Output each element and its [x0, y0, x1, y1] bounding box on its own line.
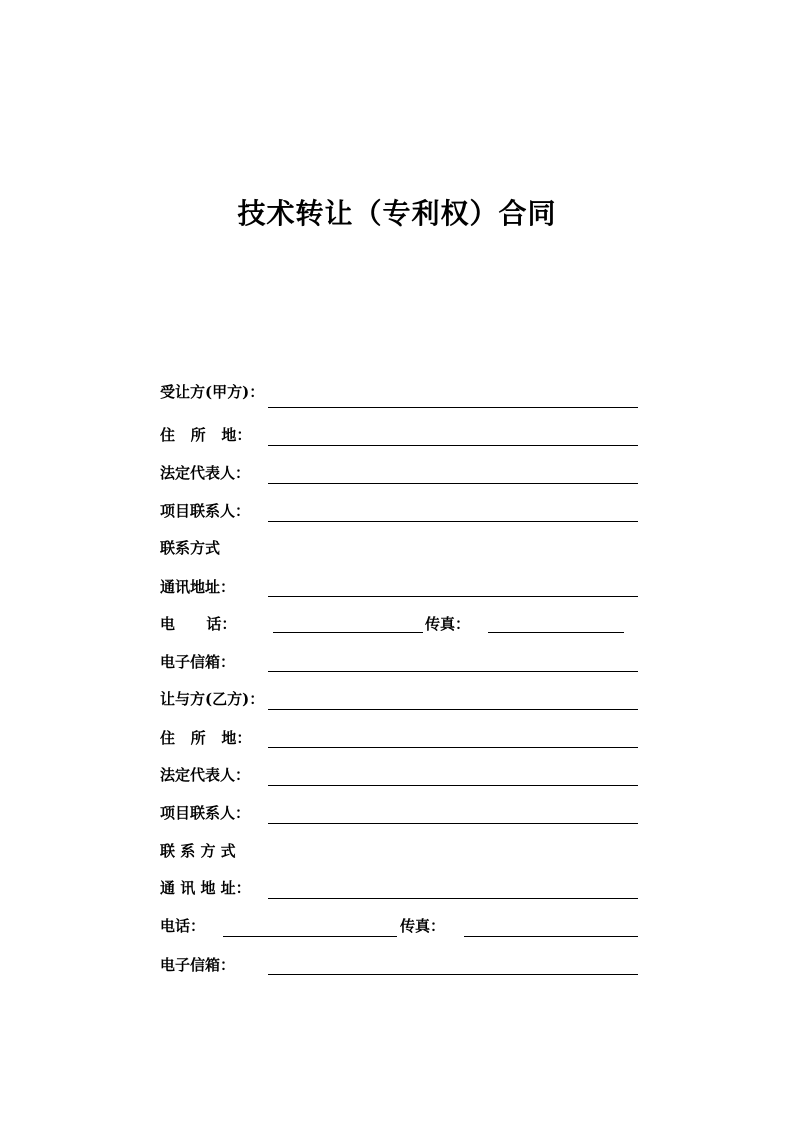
- party-a-name-row: [160, 382, 640, 402]
- party-a-contact-person-field[interactable]: [268, 521, 638, 522]
- party-a-name-label: 受让方(甲方)：: [160, 383, 265, 401]
- party-a-legal-rep-row: [160, 463, 640, 483]
- party-b-legal-rep-label: 法定代表人：: [160, 766, 251, 784]
- party-a-legal-rep-label: 法定代表人：: [160, 464, 251, 482]
- party-a-mail-address-field[interactable]: [268, 596, 638, 597]
- party-a-contact-method-row: [160, 538, 640, 558]
- party-b-contact-person-row: [160, 803, 640, 823]
- party-b-address-field[interactable]: [268, 747, 638, 748]
- party-a-contact-person-label: 项目联系人：: [160, 502, 251, 520]
- party-b-name-label: 让与方(乙方)：: [160, 690, 265, 708]
- party-b-name-row: [160, 689, 640, 709]
- party-a-contact-method-label: 联系方式: [160, 539, 221, 557]
- party-a-mail-address-label: 通讯地址：: [160, 578, 236, 596]
- party-a-email-row: [160, 652, 640, 672]
- party-b-mail-address-label: 通 讯 地 址：: [160, 879, 251, 897]
- party-a-email-field[interactable]: [268, 671, 638, 672]
- party-a-phone-row: [160, 614, 640, 634]
- party-a-phone-field[interactable]: [273, 632, 423, 633]
- party-a-legal-rep-field[interactable]: [268, 483, 638, 484]
- party-a-phone-label: 电 话：: [160, 615, 237, 633]
- party-b-fax-label: 传真：: [400, 917, 446, 935]
- party-a-name-field[interactable]: [268, 407, 638, 408]
- party-b-email-label: 电子信箱：: [160, 956, 236, 974]
- party-a-email-label: 电子信箱：: [160, 653, 236, 671]
- party-b-name-field[interactable]: [268, 709, 638, 710]
- party-b-fax-field[interactable]: [464, 936, 638, 937]
- party-b-mail-address-row: [160, 878, 640, 898]
- party-b-address-label: 住 所 地：: [160, 729, 252, 747]
- party-a-fax-field[interactable]: [488, 632, 624, 633]
- party-b-legal-rep-row: [160, 765, 640, 785]
- party-a-fax-label: 传真：: [425, 615, 471, 633]
- party-b-phone-row: [160, 916, 640, 936]
- party-b-email-row: [160, 955, 640, 975]
- party-a-address-label: 住 所 地：: [160, 426, 252, 444]
- party-b-contact-method-row: [160, 841, 640, 861]
- party-b-contact-person-label: 项目联系人：: [160, 804, 251, 822]
- party-b-mail-address-field[interactable]: [268, 898, 638, 899]
- party-b-phone-field[interactable]: [223, 936, 397, 937]
- party-b-contact-method-label: 联 系 方 式: [160, 842, 236, 860]
- party-b-legal-rep-field[interactable]: [268, 785, 638, 786]
- party-a-address-field[interactable]: [268, 445, 638, 446]
- party-a-mail-address-row: [160, 577, 640, 597]
- party-b-contact-person-field[interactable]: [268, 823, 638, 824]
- party-a-address-row: [160, 425, 640, 445]
- party-b-phone-label: 电话：: [160, 917, 206, 935]
- contract-title: 技术转让（专利权）合同: [237, 197, 557, 230]
- party-b-email-field[interactable]: [268, 974, 638, 975]
- party-a-contact-person-row: [160, 501, 640, 521]
- party-b-address-row: [160, 728, 640, 748]
